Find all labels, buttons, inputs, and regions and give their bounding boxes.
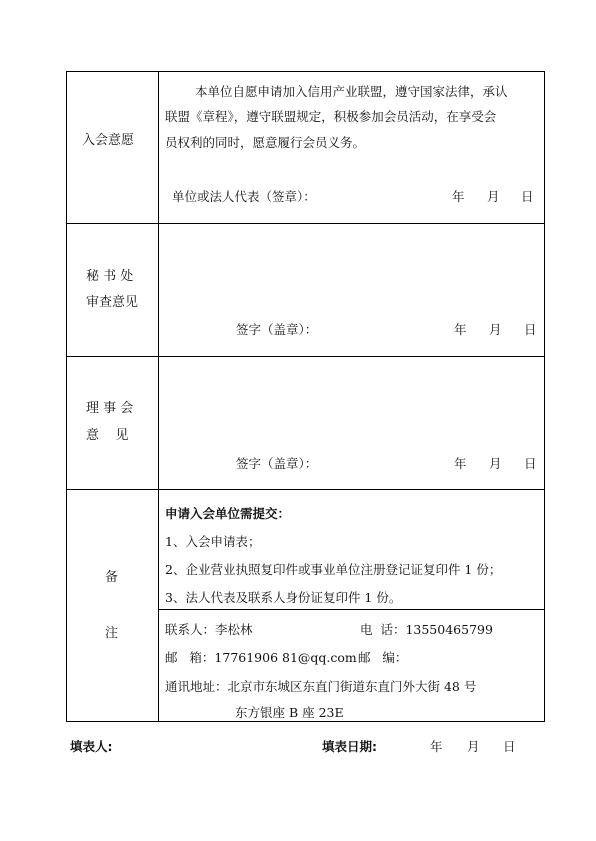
secretariat-month: 月: [489, 322, 502, 337]
table-top-border: [66, 71, 545, 72]
remarks-label-line-1: 备: [105, 570, 119, 585]
council-sign-label: 签字（盖章）：: [236, 456, 318, 471]
table-bottom-border: [66, 721, 545, 722]
footer-month: 月: [467, 739, 480, 754]
secretariat-day: 日: [524, 322, 537, 337]
secretariat-year: 年: [454, 322, 467, 337]
row-divider-2: [66, 356, 545, 357]
footer-year: 年: [430, 739, 443, 754]
council-label-line-2: 意 见: [86, 428, 129, 443]
secretariat-label-line-1: 秘 书 处: [86, 269, 134, 284]
table-right-border: [544, 71, 545, 722]
row-divider-1: [66, 223, 545, 224]
intent-year: 年: [452, 189, 465, 204]
council-day: 日: [524, 456, 537, 471]
intent-label: 入会意愿: [82, 133, 135, 148]
footer-day: 日: [503, 739, 516, 754]
filler-label: 填表人:: [70, 739, 113, 754]
remarks-item-1: 1、入会申请表；: [165, 534, 261, 549]
intent-text-line-3: 员权利的同时，愿意履行会员义务。: [165, 135, 366, 150]
intent-sign-label: 单位或法人代表（签章）：: [172, 189, 316, 204]
table-column-divider: [158, 71, 159, 722]
intent-month: 月: [487, 189, 500, 204]
intent-day: 日: [521, 189, 534, 204]
contact-email: 邮 箱：17761906 81@qq.com: [165, 650, 357, 665]
intent-text-line-2: 联盟《章程》，遵守联盟规定，积极参加会员活动，在享受会: [165, 109, 497, 124]
secretariat-label-line-2: 审查意见: [86, 295, 139, 310]
row-divider-3: [66, 489, 545, 490]
remarks-item-2: 2、企业营业执照复印件或事业单位注册登记证复印件 1 份；: [165, 562, 502, 577]
remarks-inner-divider: [158, 609, 545, 610]
council-month: 月: [489, 456, 502, 471]
remarks-item-3: 3、法人代表及联系人身份证复印件 1 份。: [165, 590, 402, 605]
contact-postcode: 邮 编：: [358, 650, 408, 665]
contact-person: 联系人：李松林: [165, 622, 253, 637]
remarks-heading: 申请入会单位需提交：: [165, 506, 291, 521]
contact-phone: 电 话：13550465799: [360, 622, 493, 637]
address-line-2: 东方银座 B 座 23E: [235, 705, 344, 720]
remarks-label-line-2: 注: [105, 626, 119, 641]
table-left-border: [66, 71, 67, 722]
council-year: 年: [454, 456, 467, 471]
council-label-line-1: 理 事 会: [86, 401, 134, 416]
address-line-1: 通讯地址：北京市东城区东直门街道东直门外大街 48 号: [165, 679, 477, 694]
secretariat-sign-label: 签字（盖章）：: [236, 322, 318, 337]
fill-date-label: 填表日期:: [322, 739, 377, 754]
intent-text-line-1: 本单位自愿申请加入信用产业联盟，遵守国家法律，承认: [195, 84, 508, 99]
